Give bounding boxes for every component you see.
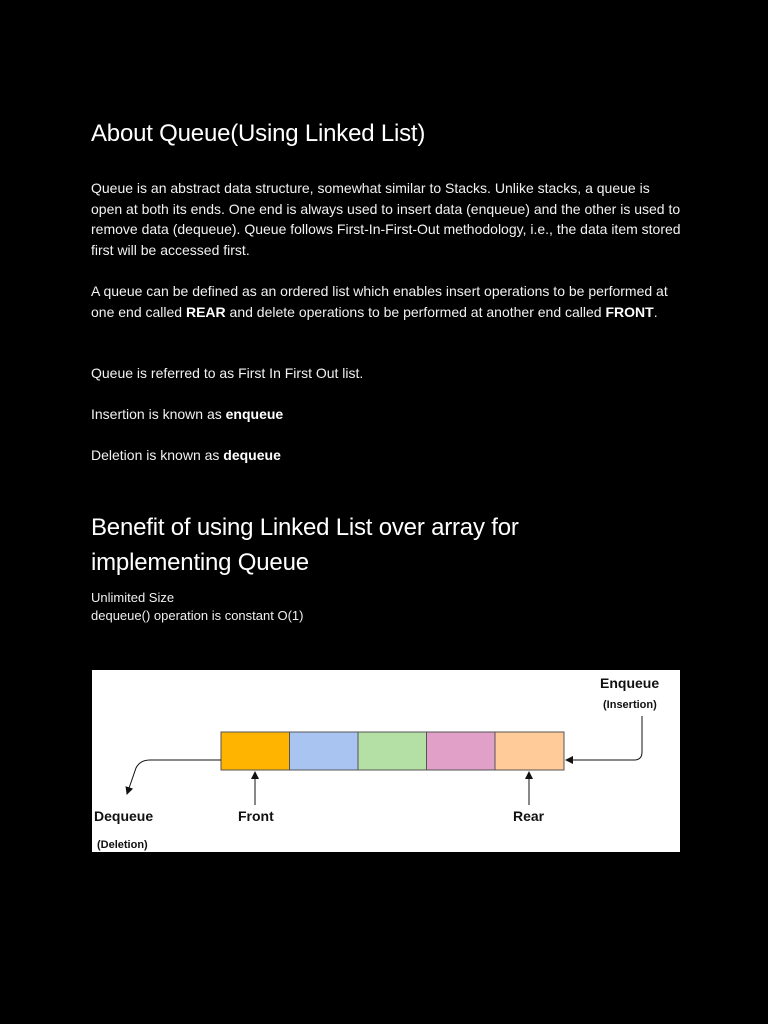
- rear-label: Rear: [513, 808, 545, 824]
- paragraph-rear-front: [91, 281, 683, 322]
- queue-cell-1: [221, 732, 290, 770]
- front-keyword: FRONT: [605, 303, 654, 320]
- section-title-about-queue: About Queue(Using Linked List): [91, 120, 426, 147]
- enqueue-keyword: enqueue: [225, 406, 284, 422]
- paragraph-queue-definition: Queue is an abstract data structure, somewhat similar to Stacks. Unlike stacks, a queue is open at both its ends. One end is always used to insert data (enqueue) and the other is used to remove data (dequeue). Queue follows First-In-First-Out methodology, i.e., the data item stored first will be accessed first.: [91, 180, 681, 258]
- queue-cell-3: [358, 732, 427, 770]
- queue-diagram-svg: [92, 670, 680, 852]
- enqueue-label: Enqueue: [600, 675, 660, 691]
- paragraph-fifo: Queue is referred to as First In First Out list.: [91, 365, 364, 381]
- dequeue-arrow: [127, 760, 221, 794]
- insertion-label: (Insertion): [603, 699, 657, 711]
- paragraph-insertion: [91, 404, 683, 425]
- section-title-benefits: Benefit of using Linked List over array for implementing Queue: [91, 514, 519, 576]
- paragraph-text: A queue can be defined as an ordered list which enables insert operations to be performed at one end called: [91, 283, 668, 320]
- queue-cell-4: [427, 732, 496, 770]
- rear-keyword: REAR: [185, 303, 226, 320]
- queue-cells: [221, 732, 564, 770]
- deletion-label: (Deletion): [97, 839, 148, 851]
- paragraph-deletion: [91, 445, 683, 466]
- queue-cell-2: [290, 732, 359, 770]
- paragraph-text: Insertion is known as: [91, 406, 226, 422]
- queue-cell-5: [495, 732, 564, 770]
- front-label: Front: [238, 808, 274, 824]
- queue-diagram: [92, 670, 680, 852]
- enqueue-arrow: [566, 716, 642, 760]
- dequeue-keyword: dequeue: [223, 447, 281, 463]
- paragraph-text: .: [653, 303, 658, 320]
- dequeue-label: Dequeue: [94, 808, 154, 824]
- paragraph-text: Deletion is known as: [91, 447, 224, 463]
- benefit-item: dequeue() operation is constant O(1): [91, 608, 304, 623]
- paragraph-text: and delete operations to be performed at another end called: [225, 303, 606, 320]
- benefit-item: Unlimited Size: [91, 590, 175, 605]
